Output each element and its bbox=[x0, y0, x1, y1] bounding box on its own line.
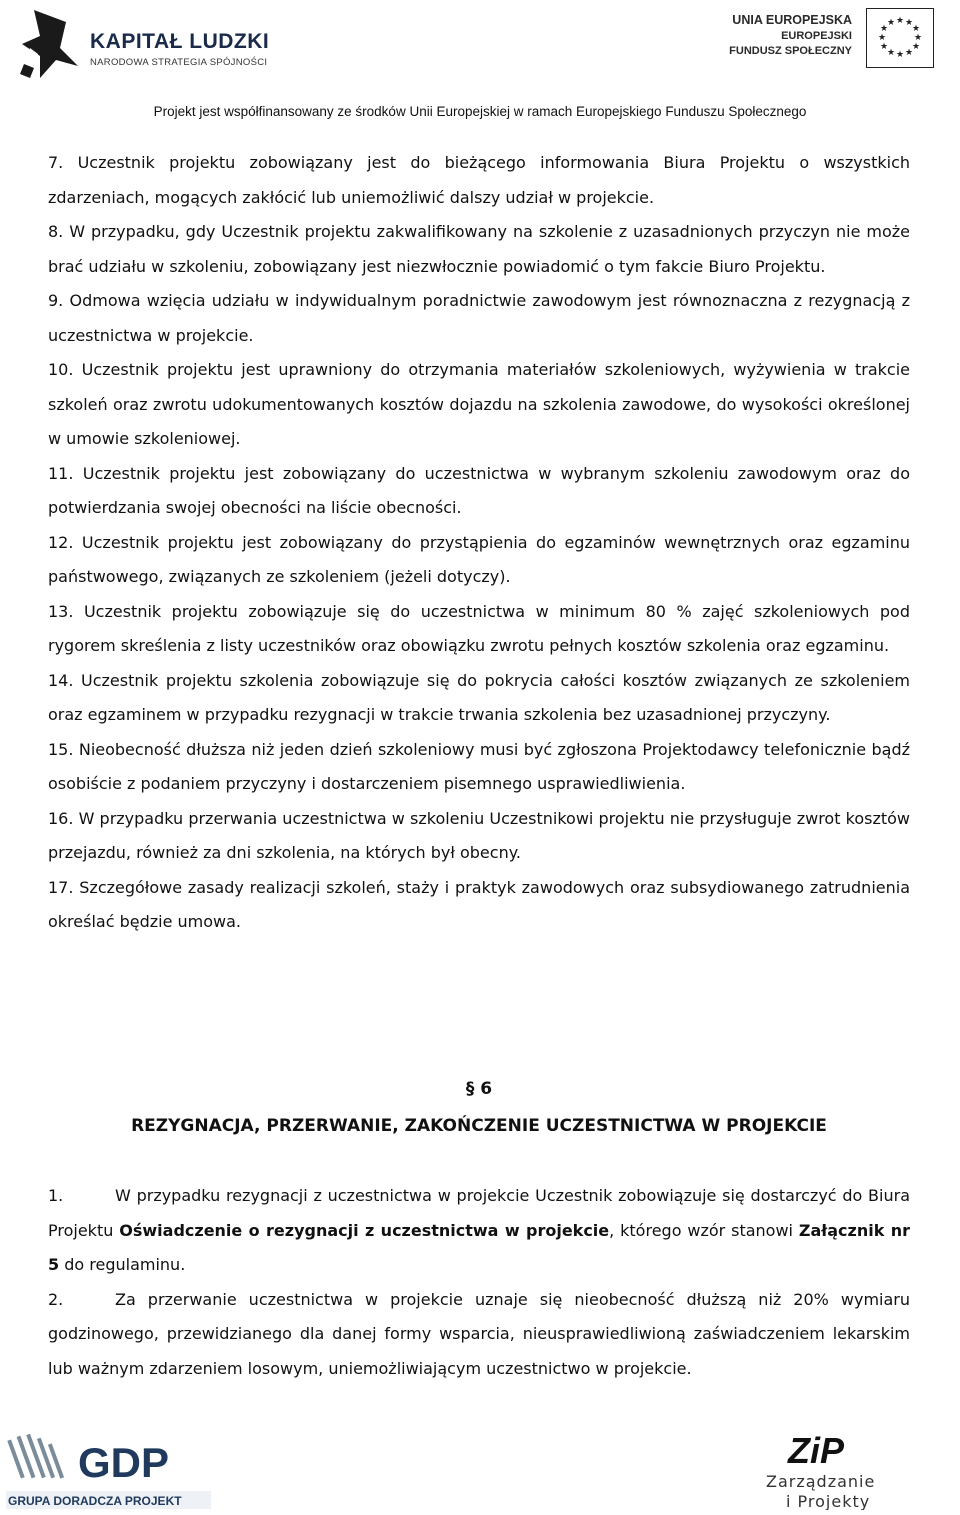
paragraph-text: do regulaminu. bbox=[59, 1255, 186, 1274]
svg-text:★: ★ bbox=[904, 48, 914, 58]
svg-text:★: ★ bbox=[911, 42, 921, 52]
svg-text:★: ★ bbox=[895, 16, 905, 26]
svg-text:★: ★ bbox=[877, 33, 887, 43]
svg-text:★: ★ bbox=[886, 18, 896, 28]
page-header bbox=[0, 0, 960, 100]
section-paragraph-2 bbox=[48, 1283, 910, 1387]
list-item: 9. Odmowa wzięcia udziału w indywidualnym poradnictwie zawodowym jest równoznaczna z rezygnacją z uczestnictwa w projekcie. bbox=[48, 291, 910, 345]
gdp-logo-text: GDP bbox=[78, 1439, 170, 1486]
regulations-list bbox=[48, 146, 910, 940]
zip-logo-text: ZiP bbox=[788, 1430, 845, 1471]
list-item: 16. W przypadku przerwania uczestnictwa w szkoleniu Uczestnikowi projektu nie przysługuje zwrot kosztów przejazdu, również za dni szkolenia, na których był obecny. bbox=[48, 808, 910, 862]
kapital-ludzki-subtitle: NARODOWA STRATEGIA SPÓJNOŚCI bbox=[90, 57, 268, 68]
svg-text:★: ★ bbox=[913, 33, 923, 43]
section-title: REZYGNACJA, PRZERWANIE, ZAKOŃCZENIE UCZESTNICTWA W PROJEKCIE bbox=[131, 1116, 827, 1136]
svg-text:★: ★ bbox=[886, 48, 896, 58]
attachment-reference: Załącznik nr 5 bbox=[48, 1220, 911, 1274]
list-item: 7. Uczestnik projektu zobowiązany jest do bieżącego informowania Biura Projektu o wszystkich zdarzeniach, mogących zakłócić lub uniemożliwić dalszy udział w projekcie. bbox=[48, 153, 910, 207]
paragraph-number: 1. bbox=[48, 1186, 64, 1205]
list-item: 12. Uczestnik projektu jest zobowiązany do przystąpienia do egzaminów wewnętrznych oraz egzaminu państwowego, związanych ze szkoleniem (jeżeli dotyczy). bbox=[48, 532, 910, 586]
paragraph-bold-text: Oświadczenie o rezygnacji z uczestnictwa w projekcie bbox=[119, 1220, 610, 1240]
eu-union-label: UNIA EUROPEJSKA bbox=[732, 13, 852, 27]
list-item: 15. Nieobecność dłuższa niż jeden dzień szkoleniowy musi być zgłoszona Projektodawcy telefonicznie bądź osobiście z podaniem przyczyny i dostarczeniem pisemnego usprawiedliwienia. bbox=[48, 739, 910, 793]
svg-text:★: ★ bbox=[895, 50, 905, 60]
cofinancing-note: Projekt jest współfinansowany ze środków Unii Europejskiej w ramach Europejskiego Funduszu Społecznego bbox=[153, 104, 807, 119]
list-item: 10. Uczestnik projektu jest uprawniony do otrzymania materiałów szkoleniowych, wyżywienia w trakcie szkoleń oraz zwrotu udokumentowanych kosztów dojazdu na szkolenia zawodowe, do wysokości określonej w umowie szkoleniowej. bbox=[48, 360, 910, 448]
paragraph-text: Za przerwanie uczestnictwa w projekcie uznaje się nieobecność dłuższą niż 20% wymiaru godzinowego, przewidzianego dla danej formy wsparcia, nieusprawiedliwioną zaświadczeniem lekarskim lub ważnym zdarzeniem losowym, uniemożliwiającym uczestnictwo w projekcie. bbox=[48, 1289, 910, 1378]
svg-text:★: ★ bbox=[911, 24, 921, 34]
eu-fund-label-2: FUNDUSZ SPOŁECZNY bbox=[729, 45, 852, 57]
paragraph-number: 2. bbox=[48, 1289, 64, 1309]
section-number: § 6 bbox=[465, 1079, 493, 1099]
list-item: 17. Szczegółowe zasady realizacji szkoleń, staży i praktyk zawodowych oraz subsydiowanego zatrudnienia określać będzie umowa. bbox=[48, 877, 910, 931]
section-paragraphs bbox=[48, 1179, 910, 1386]
paragraph-text: , którego wzór stanowi bbox=[609, 1220, 799, 1240]
gdp-logo bbox=[6, 1425, 216, 1510]
list-item: 13. Uczestnik projektu zobowiązuje się do uczestnictwa w minimum 80 % zajęć szkoleniowych pod rygorem skreślenia z listy uczestników oraz obowiązku zwrotu pełnych kosztów szkolenia oraz egzaminu. bbox=[48, 601, 910, 655]
gdp-logo-subtitle: GRUPA DORADCZA PROJEKT bbox=[8, 1494, 182, 1508]
zip-logo bbox=[760, 1425, 920, 1510]
zip-logo-line1: Zarządzanie bbox=[766, 1472, 876, 1491]
list-item: 14. Uczestnik projektu szkolenia zobowiązuje się do pokrycia całości kosztów związanych ze szkoleniem oraz egzaminem w przypadku rezygnacji w trakcie trwania szkolenia bez uzasadnionej przyczyny. bbox=[48, 670, 910, 724]
eu-flag-icon bbox=[866, 8, 934, 68]
kapital-ludzki-title: KAPITAŁ LUDZKI bbox=[90, 30, 270, 53]
list-item: 11. Uczestnik projektu jest zobowiązany do uczestnictwa w wybranym szkoleniu zawodowym oraz do potwierdzania swojej obecności na liście obecności. bbox=[48, 463, 910, 517]
eu-fund-label-1: EUROPEJSKI bbox=[781, 30, 852, 42]
zip-logo-line2: i Projekty bbox=[786, 1492, 871, 1510]
section-paragraph-1 bbox=[48, 1179, 910, 1283]
svg-text:★: ★ bbox=[879, 24, 889, 34]
list-item: 8. W przypadku, gdy Uczestnik projektu zakwalifikowany na szkolenie z uzasadnionych przyczyn nie może brać udziału w szkoleniu, zobowiązany jest niezwłocznie powiadomić o tym fakcie Biuro Projektu. bbox=[48, 222, 910, 276]
svg-text:★: ★ bbox=[879, 42, 889, 52]
svg-text:★: ★ bbox=[904, 18, 914, 28]
paragraph-text: W przypadku rezygnacji z uczestnictwa w projekcie Uczestnik zobowiązuje się dostarczyć do Biura Projektu bbox=[48, 1186, 910, 1240]
eu-text-block bbox=[729, 12, 852, 59]
